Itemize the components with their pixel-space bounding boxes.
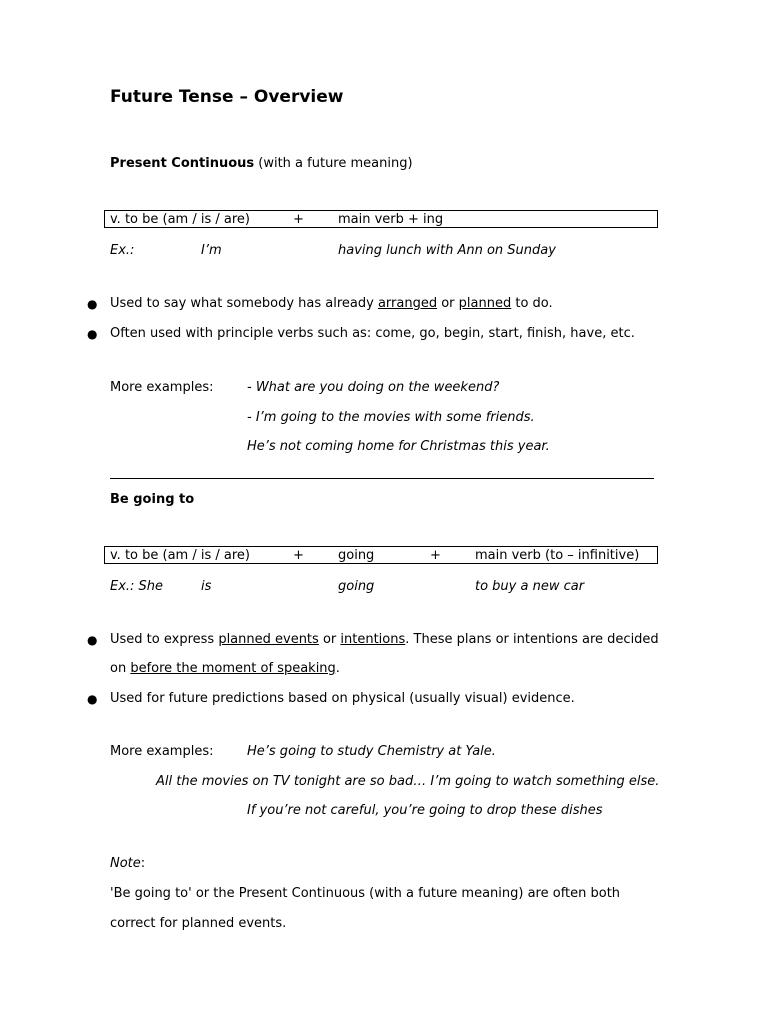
formula-plus: +	[293, 212, 304, 227]
bullet-text-predictions: Used for future predictions based on physical (usually visual) evidence.	[110, 691, 575, 706]
text-run: or	[437, 296, 459, 311]
note-label: Note	[110, 856, 141, 871]
underlined-term: planned	[458, 296, 512, 311]
formula-plus: +	[293, 548, 304, 563]
bullet-text-planned-events	[110, 633, 659, 646]
text-run: .	[335, 661, 340, 676]
text-run: Used to say what somebody has already	[110, 296, 378, 311]
example-going: going	[338, 579, 375, 594]
note-text-line: correct for planned events.	[110, 916, 287, 931]
heading-rest: (with a future meaning)	[254, 156, 413, 171]
more-example: - What are you doing on the weekend?	[247, 380, 500, 395]
example-verb: is	[201, 579, 212, 594]
section-heading-be-going-to: Be going to	[110, 492, 195, 507]
bullet-text-principle-verbs: Often used with principle verbs such as: come, go, begin, start, finish, have, etc.	[110, 326, 635, 341]
more-example: If you’re not careful, you’re going to drop these dishes	[247, 803, 603, 818]
formula-main-verb: main verb + ing	[338, 212, 444, 227]
bullet-icon: ●	[87, 633, 98, 647]
more-example: All the movies on TV tonight are so bad… I’m going to watch something else.	[156, 774, 660, 789]
text-run: . These plans or intentions are decided	[405, 632, 659, 647]
example-subject: I’m	[201, 243, 222, 258]
page-title: Future Tense – Overview	[110, 87, 344, 107]
example-label: Ex.: She	[110, 579, 164, 594]
formula-verb-to-be: v. to be (am / is / are)	[110, 212, 250, 227]
note-text-line: 'Be going to' or the Present Continuous (with a future meaning) are often both	[110, 886, 621, 901]
formula-main-verb: main verb (to – infinitive)	[475, 548, 640, 563]
bullet-icon: ●	[87, 327, 98, 341]
note-colon: :	[140, 856, 146, 871]
more-example: - I’m going to the movies with some friends.	[247, 410, 535, 425]
more-examples-label: More examples:	[110, 744, 214, 759]
bullet-icon: ●	[87, 297, 98, 311]
formula-plus: +	[430, 548, 441, 563]
section-divider	[110, 478, 654, 479]
example-label: Ex.:	[110, 243, 135, 258]
example-phrase: to buy a new car	[475, 579, 585, 594]
underlined-term: planned events	[218, 632, 319, 647]
more-examples-label: More examples:	[110, 380, 214, 395]
more-example: He’s going to study Chemistry at Yale.	[247, 744, 496, 759]
bullet-text-arranged	[110, 297, 553, 310]
bullet-text-continued	[110, 662, 340, 675]
text-run: Used to express	[110, 632, 219, 647]
underlined-term: before the moment of speaking	[130, 661, 336, 676]
formula-going: going	[338, 548, 375, 563]
text-run: on	[110, 661, 131, 676]
section-heading-present-continuous	[110, 157, 413, 170]
formula-verb-to-be: v. to be (am / is / are)	[110, 548, 250, 563]
text-run: to do.	[511, 296, 553, 311]
bullet-icon: ●	[87, 692, 98, 706]
heading-bold: Present Continuous	[110, 156, 255, 171]
text-run: or	[318, 632, 341, 647]
more-example: He’s not coming home for Christmas this year.	[247, 439, 550, 454]
note-heading	[110, 857, 145, 870]
underlined-term: intentions	[340, 632, 406, 647]
example-phrase: having lunch with Ann on Sunday	[338, 243, 556, 258]
underlined-term: arranged	[377, 296, 438, 311]
